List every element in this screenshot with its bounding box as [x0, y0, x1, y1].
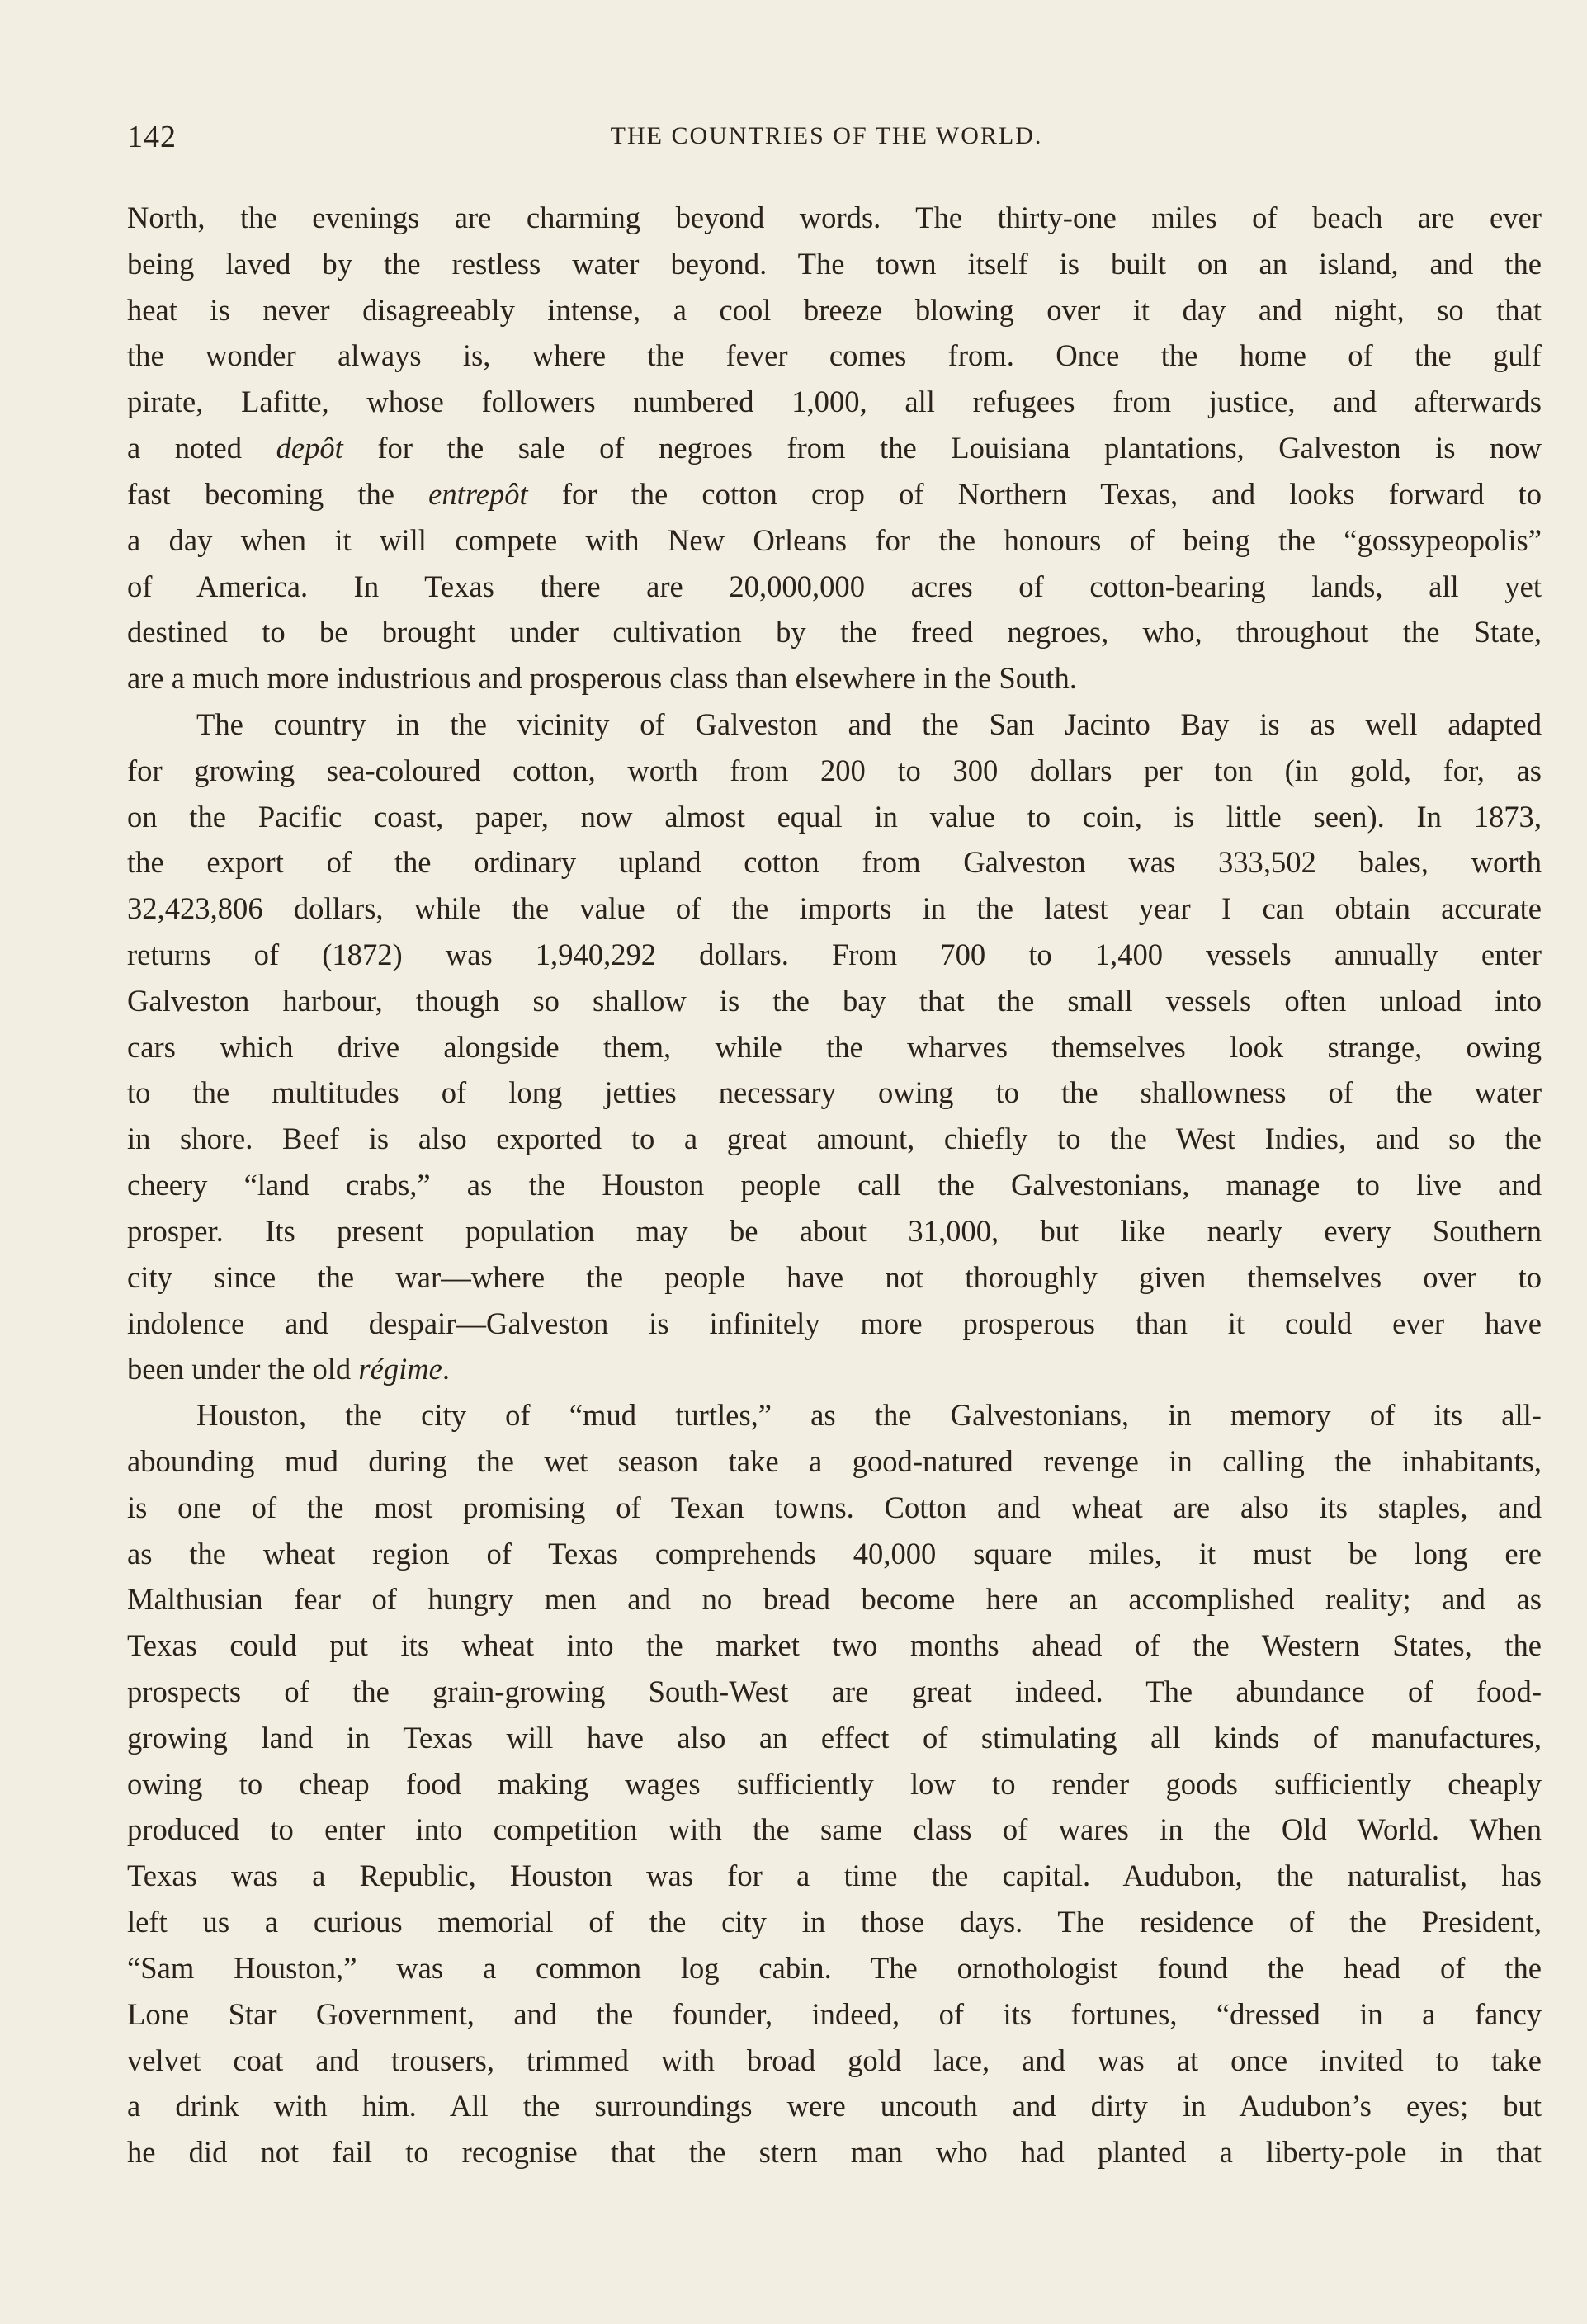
text-line: cheery “land crabs,” as the Houston people call the Galvestonians, manage to live and [127, 1168, 1542, 1202]
italic-word: régime [358, 1352, 442, 1386]
text-line: for growing sea-coloured cotton, worth from 200 to 300 dollars per ton (in gold, for, as [127, 753, 1542, 787]
text-line: North, the evenings are charming beyond words. The thirty-one miles of beach are ever [127, 201, 1542, 234]
body-text [127, 195, 1542, 2175]
text-line: abounding mud during the wet season take a good-natured revenge in calling the inhabitants, [127, 1443, 1542, 1478]
text-line: as the wheat region of Texas comprehends 40,000 square miles, it must be long ere [127, 1536, 1542, 1571]
text-line: is one of the most promising of Texan towns. Cotton and wheat are also its staples, and [127, 1490, 1542, 1524]
text-run: fast becoming the [127, 476, 429, 511]
text-line: produced to enter into competition with the same class of wares in the Old World. When [127, 1812, 1542, 1847]
text-line: prosper. Its present population may be about 31,000, but like nearly every Southern [127, 1213, 1542, 1248]
text-line: left us a curious memorial of the city in those days. The residence of the President, [127, 1905, 1542, 1939]
text-line: he did not fail to recognise that the stern man who had planted a liberty-pole in that [127, 2135, 1542, 2170]
text-line [127, 471, 1542, 517]
text-line: Texas was a Republic, Houston was for a time the capital. Audubon, the naturalist, has [127, 1859, 1542, 1893]
text-line [127, 425, 1542, 471]
text-run: for the sale of negroes from the Louisiana plantations, Galveston is now [342, 431, 1542, 465]
text-line: growing land in Texas will have also an effect of stimulating all kinds of manufactures, [127, 1720, 1542, 1755]
text-line: a day when it will compete with New Orleans for the honours of being the “gossypeopolis” [127, 522, 1542, 557]
text-line: velvet coat and trousers, trimmed with broad gold lace, and was at once invited to take [127, 2043, 1542, 2077]
text-line: Galveston harbour, though so shallow is the bay that the small vessels often unload into [127, 983, 1542, 1018]
page-number: 142 [127, 120, 177, 154]
italic-word: depôt [276, 431, 343, 465]
text-line: owing to cheap food making wages sufficiently low to render goods sufficiently cheaply [127, 1766, 1542, 1801]
text-line: 32,423,806 dollars, while the value of the imports in the latest year I can obtain accurate [127, 891, 1542, 926]
text-line: “Sam Houston,” was a common log cabin. The ornothologist found the head of the [127, 1950, 1542, 1985]
text-run: a noted [127, 431, 276, 465]
text-line: Lone Star Government, and the founder, indeed, of its fortunes, “dressed in a fancy [127, 1996, 1542, 2031]
text-line: pirate, Lafitte, whose followers numbered 1,000, all refugees from justice, and afterwards [127, 385, 1542, 419]
text-line: the export of the ordinary upland cotton from Galveston was 333,502 bales, worth [127, 845, 1542, 880]
running-title: THE COUNTRIES OF THE WORLD. [610, 122, 1043, 149]
text-line: destined to be brought under cultivation by the freed negroes, who, throughout the State, [127, 615, 1542, 649]
text-line: city since the war—where the people have not thoroughly given themselves over to [127, 1259, 1542, 1294]
text-line [127, 1346, 1542, 1392]
text-line: being laved by the restless water beyond. The town itself is built on an island, and the [127, 246, 1542, 281]
text-line: to the multitudes of long jetties necessary owing to the shallowness of the water [127, 1075, 1542, 1110]
text-line: are a much more industrious and prosperous class than elsewhere in the South. [127, 661, 1077, 696]
text-line: heat is never disagreeably intense, a cool breeze blowing over it day and night, so that [127, 292, 1542, 327]
text-line: in shore. Beef is also exported to a great amount, chiefly to the West Indies, and so the [127, 1122, 1542, 1156]
text-line: Malthusian fear of hungry men and no bread become here an accomplished reality; and as [127, 1582, 1542, 1617]
text-line: returns of (1872) was 1,940,292 dollars. From 700 to 1,400 vessels annually enter [127, 938, 1542, 971]
text-line: indolence and despair—Galveston is infinitely more prosperous than it could ever have [127, 1306, 1542, 1340]
text-line: Texas could put its wheat into the market two months ahead of the Western States, the [127, 1628, 1542, 1663]
text-run: been under the old [127, 1352, 359, 1386]
text-line: a drink with him. All the surroundings were uncouth and dirty in Audubon’s eyes; but [127, 2089, 1542, 2123]
text-line: the wonder always is, where the fever comes from. Once the home of the gulf [127, 338, 1542, 373]
text-line: Houston, the city of “mud turtles,” as the Galvestonians, in memory of its all- [196, 1398, 1542, 1433]
text-run: for the cotton crop of Northern Texas, and looks forward to [527, 476, 1542, 511]
page-header [127, 119, 1526, 160]
text-line: prospects of the grain-growing South-West are great indeed. The abundance of food- [127, 1675, 1542, 1708]
text-line: of America. In Texas there are 20,000,000 acres of cotton-bearing lands, all yet [127, 569, 1542, 603]
text-run: . [442, 1352, 451, 1386]
text-line: on the Pacific coast, paper, now almost equal in value to coin, is little seen). In 1873, [127, 799, 1542, 834]
text-line: cars which drive alongside them, while the wharves themselves look strange, owing [127, 1029, 1542, 1064]
text-line: The country in the vicinity of Galveston and the San Jacinto Bay is as well adapted [196, 706, 1542, 741]
italic-word: entrepôt [428, 476, 528, 511]
